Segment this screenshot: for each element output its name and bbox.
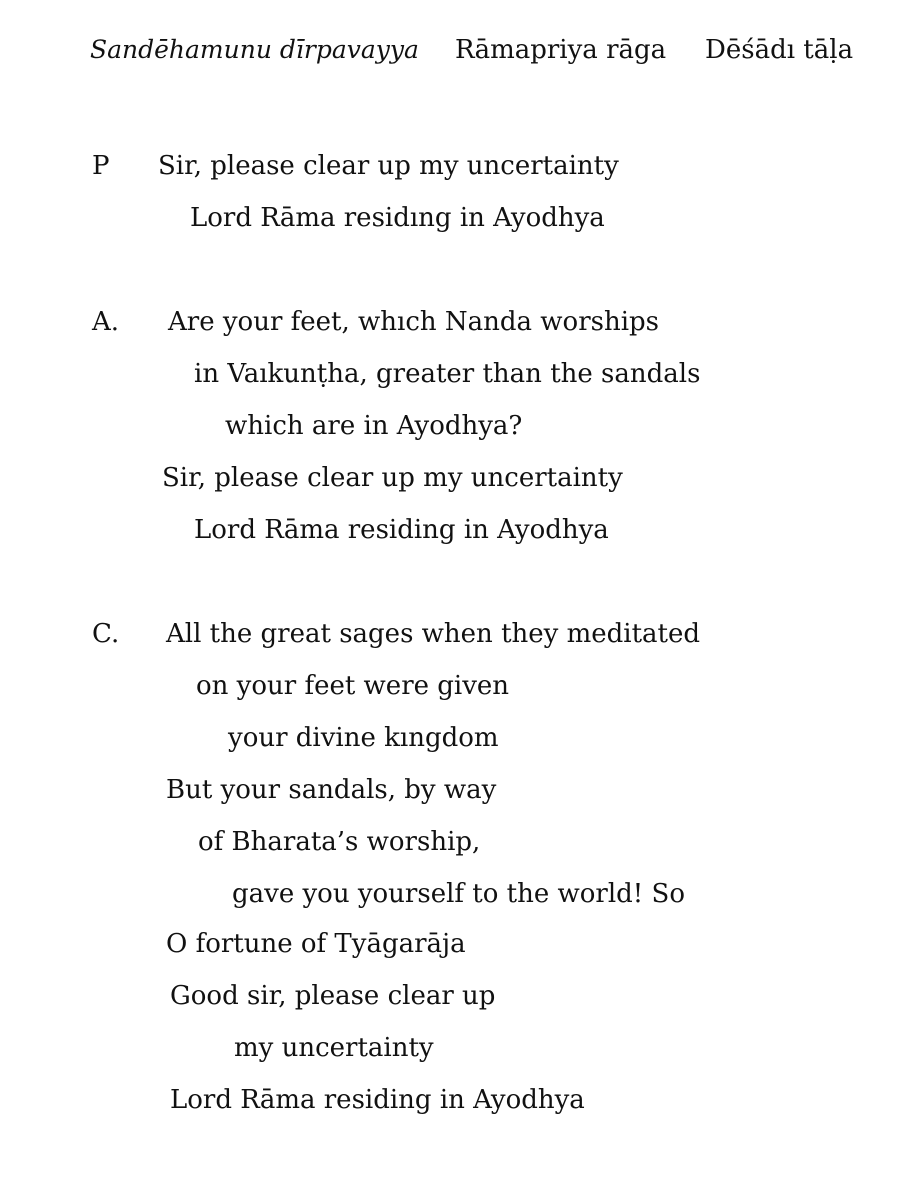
charanam-line-6: gave you yourself to the world! So — [232, 879, 685, 909]
anupallavi-line-3: which are in Ayodhya? — [225, 411, 523, 441]
anupallavi-line-5: Lord Rāma residing in Ayodhya — [194, 515, 609, 545]
charanam-label: C. — [92, 619, 120, 649]
raga-label: Rāmapriya rāga — [455, 35, 667, 65]
song-title: Sandēhamunu dīrpavayya — [90, 35, 419, 64]
anupallavi-line-1: Are your feet, whıch Nanda worships — [168, 307, 660, 337]
charanam-line-2: on your feet were given — [196, 671, 510, 701]
charanam-line-10: Lord Rāma residing in Ayodhya — [170, 1085, 585, 1115]
pallavi-line-2: Lord Rāma residıng in Ayodhya — [190, 203, 605, 233]
anupallavi-label: A. — [92, 307, 120, 337]
charanam-line-8: Good sir, please clear up — [170, 981, 496, 1011]
charanam-line-9: my uncertainty — [234, 1033, 434, 1063]
tala-label: Dēśādı tāḷa — [705, 35, 854, 65]
pallavi-label: P — [92, 151, 110, 181]
charanam-line-7: O fortune of Tyāgarāja — [166, 929, 466, 959]
charanam-line-3: your divine kıngdom — [228, 723, 499, 753]
charanam-line-5: of Bharata’s worship, — [198, 827, 481, 857]
anupallavi-line-2: in Vaıkunṭha, greater than the sandals — [194, 359, 701, 389]
pallavi-line-1: Sir, please clear up my uncertainty — [158, 151, 619, 181]
song-header — [90, 30, 874, 70]
charanam-line-1: All the great sages when they meditated — [166, 619, 701, 649]
charanam-line-4: But your sandals, by way — [166, 775, 497, 805]
anupallavi-line-4: Sir, please clear up my uncertainty — [162, 463, 623, 493]
